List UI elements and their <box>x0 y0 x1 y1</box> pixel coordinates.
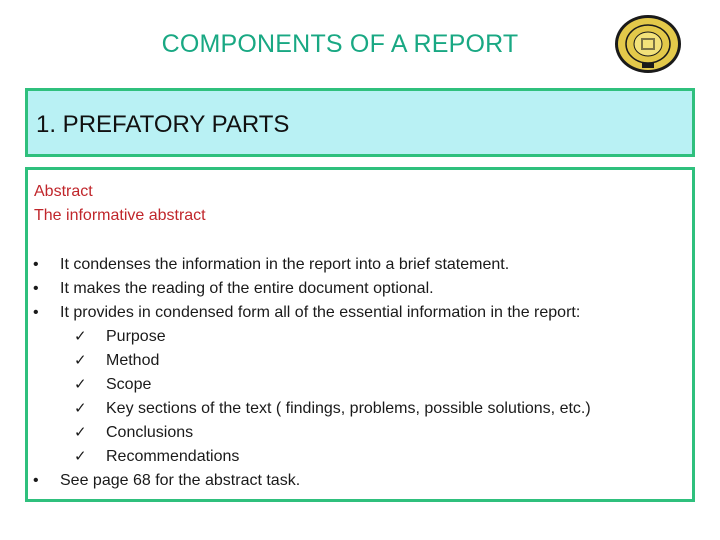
checklist-text: Recommendations <box>106 448 240 465</box>
checklist-item <box>28 397 692 421</box>
list-item <box>28 277 692 301</box>
checkmark-icon: ✓ <box>74 448 87 465</box>
heading-informative-abstract: The informative abstract <box>34 207 206 224</box>
checkmark-icon: ✓ <box>74 376 87 393</box>
checklist-item <box>28 421 692 445</box>
checkmark-icon: ✓ <box>74 352 87 369</box>
bullet-text: It provides in condensed form all of the essential information in the report: <box>60 304 581 321</box>
checklist-item <box>28 349 692 373</box>
content-box <box>25 167 695 502</box>
checkmark-icon: ✓ <box>74 400 87 417</box>
bullet-text: It condenses the information in the report into a brief statement. <box>60 256 510 273</box>
seal-logo-icon <box>612 13 684 75</box>
bullet-text: It makes the reading of the entire document optional. <box>60 280 434 297</box>
checklist-item <box>28 325 692 349</box>
checklist-text: Key sections of the text ( findings, problems, possible solutions, etc.) <box>106 400 591 417</box>
checklist-text: Scope <box>106 376 152 393</box>
bullet-icon: • <box>33 472 39 489</box>
checklist-text: Method <box>106 352 160 369</box>
bullet-text: See page 68 for the abstract task. <box>60 472 301 489</box>
checklist-text: Purpose <box>106 328 166 345</box>
section-header-box <box>25 88 695 157</box>
list-item <box>28 301 692 325</box>
checkmark-icon: ✓ <box>74 424 87 441</box>
bullet-icon: • <box>33 280 39 297</box>
checkmark-icon: ✓ <box>74 328 87 345</box>
bullet-list <box>28 253 692 493</box>
bullet-icon: • <box>33 256 39 273</box>
list-item <box>28 469 692 493</box>
checklist-item <box>28 373 692 397</box>
list-item <box>28 253 692 277</box>
checklist-text: Conclusions <box>106 424 194 441</box>
bullet-icon: • <box>33 304 39 321</box>
checklist-item <box>28 445 692 469</box>
slide-title: COMPONENTS OF A REPORT <box>161 30 519 58</box>
heading-abstract: Abstract <box>34 183 93 200</box>
section-header: 1. PREFATORY PARTS <box>36 111 290 138</box>
